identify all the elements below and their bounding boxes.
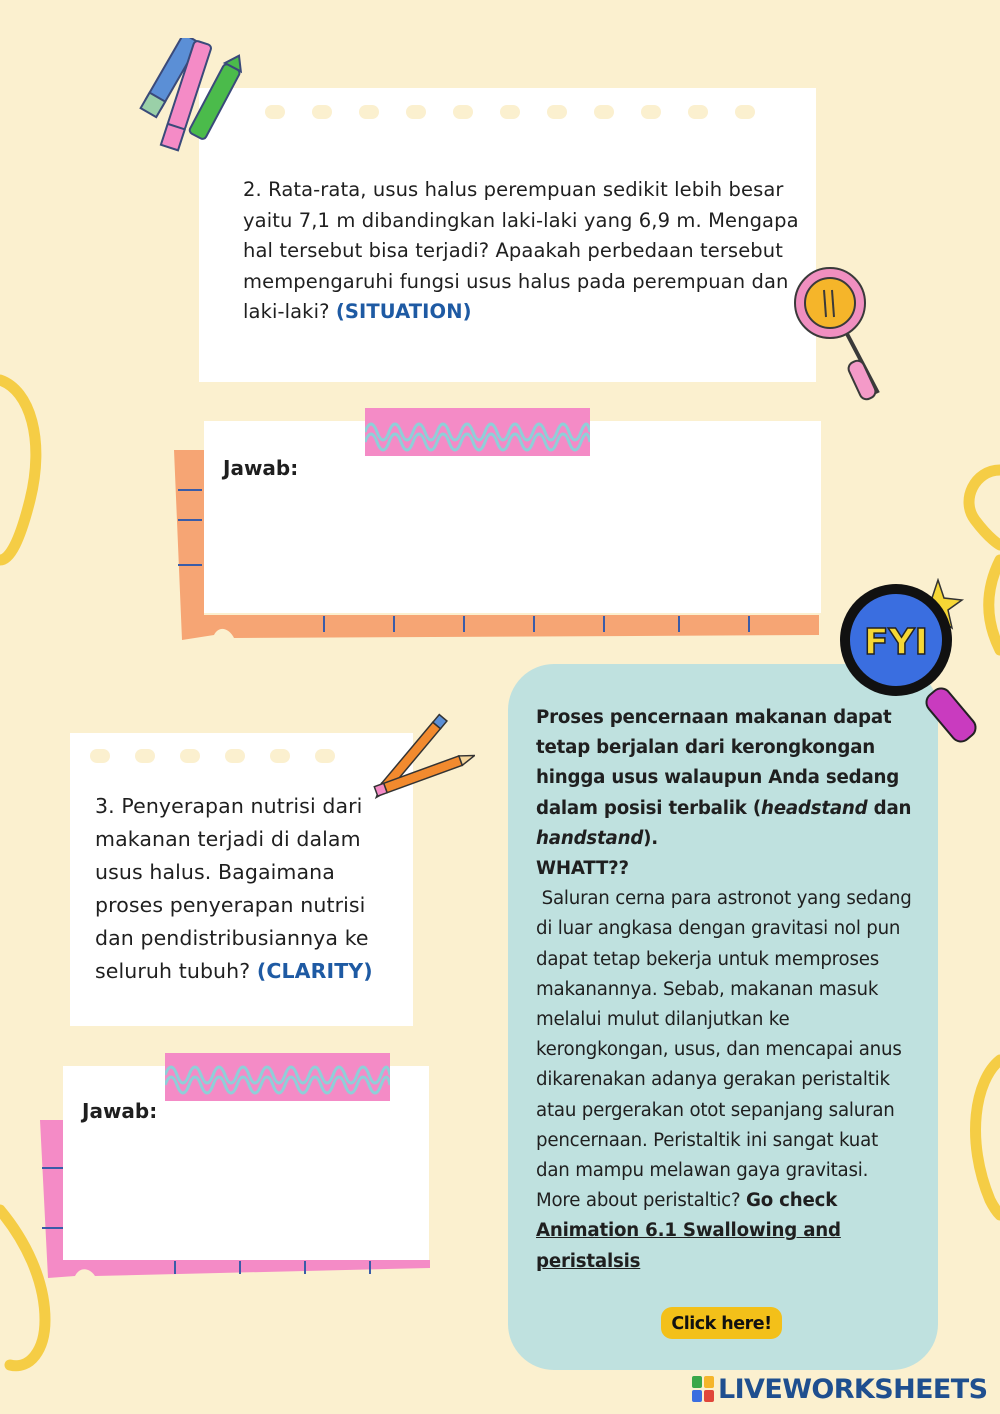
question-3-tag: (CLARITY): [256, 959, 373, 983]
liveworksheets-logo-icon: [692, 1376, 714, 1402]
fyi-heading: Proses pencernaan makanan dapat tetap berjalan dari kerongkongan hingga usus walaupun Anda sedang dalam posisi terbalik (headstand dan handstand).: [536, 707, 912, 849]
answer-2-label: Jawab:: [223, 456, 299, 480]
liveworksheets-brand: [692, 1374, 987, 1404]
question-2-text: [243, 175, 803, 328]
fyi-exclaim: WHATT??: [536, 858, 629, 880]
fyi-body: Saluran cerna para astronot yang sedang di luar angkasa dengan gravitasi nol pun dapat tetap bekerja untuk memproses makanannya. Sebab, makanan masuk melalui mulut dilanjutkan ke kerongkongan, usus, dan mencapai anus dikarenakan adanya gerakan peristaltik atau pergerakan otot sepanjang saluran pencernaan. Peristaltik ini sangat kuat dan mampu melawan gaya gravitasi.: [536, 888, 912, 1182]
fyi-text: [536, 703, 916, 1277]
animation-link[interactable]: Animation 6.1 Swallowing and peristalsis: [536, 1220, 841, 1272]
fyi-badge-text: FYI: [863, 622, 929, 663]
fyi-more-bold: Go check: [746, 1190, 838, 1212]
brand-text: LIVEWORKSHEETS: [718, 1373, 988, 1405]
washi-tape-icon: [165, 1053, 390, 1101]
markers-icon: [135, 38, 255, 173]
fyi-more-prefix: More about peristaltic?: [536, 1190, 747, 1212]
card-holes: [265, 105, 755, 119]
magnifier-icon: [790, 265, 890, 405]
click-here-button[interactable]: Click here!: [661, 1307, 782, 1339]
question-3-text: [95, 790, 395, 988]
card-holes: [90, 749, 335, 763]
answer-3-label: Jawab:: [82, 1099, 158, 1123]
question-2-body: 2. Rata-rata, usus halus perempuan sedikit lebih besar yaitu 7,1 m dibandingkan laki-laki yang 6,9 m. Mengapa hal tersebut bisa terjadi? Apaakah perbedaan tersebut mempengaruhi fungsi usus halus pada perempuan dan laki-laki?: [243, 178, 799, 323]
question-2-tag: (SITUATION): [335, 300, 472, 323]
question-3-body: 3. Penyerapan nutrisi dari makanan terjadi di dalam usus halus. Bagaimana proses penyerapan nutrisi dan pendistribusiannya ke seluruh tubuh?: [95, 794, 369, 983]
washi-tape-icon: [365, 408, 590, 456]
pencils-icon: [360, 695, 475, 810]
